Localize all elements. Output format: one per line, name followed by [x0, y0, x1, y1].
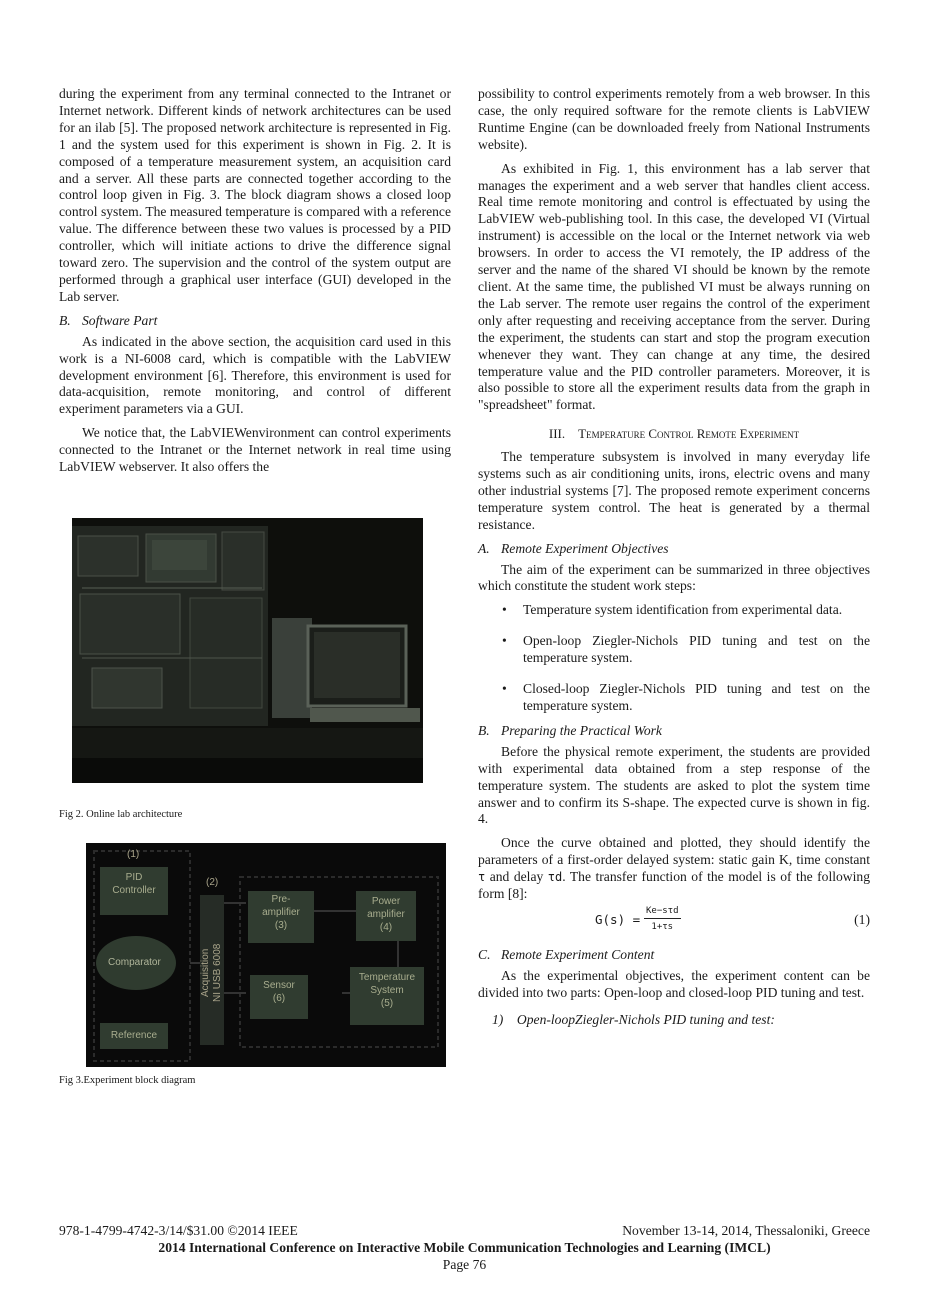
paragraph: possibility to control experiments remotely from a web browser. In this case, the only required software for the remote clients is LabVIEW Runtime Engine (can be downloaded freely from National Instruments website).	[478, 86, 870, 152]
date-place: November 13-14, 2014, Thessaloniki, Greece	[622, 1223, 870, 1238]
equation-1	[478, 905, 870, 941]
equation-denominator: 1+τs	[651, 921, 674, 932]
subsection-heading	[478, 541, 870, 558]
figure-2-caption: Fig 2. Online lab architecture	[59, 809, 183, 820]
paragraph: Before the physical remote experiment, the students are provided with experimental data obtained from a step response of the temperature system. The students are asked to plot the system time answer and to confirm its S-shape. The expected curve is shown in fig. 4.	[478, 743, 870, 827]
section-number: III.	[548, 426, 566, 442]
subsection-title: Software Part	[82, 312, 158, 328]
pid-controller-block: PID Controller	[100, 867, 168, 915]
left-column	[59, 86, 451, 483]
bullet-text: Temperature system identification from experimental data.	[523, 602, 843, 618]
bullet-text: Closed-loop Ziegler-Nichols PID tuning and test on the temperature system.	[523, 681, 870, 713]
subsection-title: Remote Experiment Content	[501, 946, 655, 962]
subsection-label: C.	[478, 946, 491, 962]
isbn: 978-1-4799-4742-3/14/$31.00 ©2014 IEEE	[59, 1223, 298, 1238]
paragraph: As the experimental objectives, the experiment content can be divided into two parts: Open-loop and closed-loop PID tuning and test.	[478, 967, 870, 1000]
subsection-title: Remote Experiment Objectives	[501, 540, 669, 556]
bullet-glyph: •	[502, 633, 507, 649]
sensor-block: Sensor (6)	[250, 975, 308, 1019]
text-run: and delay	[485, 869, 548, 885]
tau-d-symbol: τd	[547, 870, 563, 885]
paragraph: The aim of the experiment can be summarized in three objectives which constitute the student work steps:	[478, 561, 870, 594]
subsection-label: A.	[478, 540, 490, 556]
conference-name: 2014 International Conference on Interactive Mobile Communication Technologies and Learning (IMCL)	[158, 1240, 771, 1255]
subsection-title: Preparing the Practical Work	[501, 722, 662, 738]
power-amplifier-block: Power amplifier (4)	[356, 891, 416, 941]
equation-number: (1)	[854, 911, 870, 927]
section-heading	[478, 426, 870, 443]
acquisition-label: Acquisition NI USB 6008	[200, 943, 223, 1003]
subsection-heading	[478, 723, 870, 740]
figure-3-caption: Fig 3.Experiment block diagram	[59, 1075, 196, 1086]
text-run: . The transfer function of the model is of the following form [8]:	[478, 869, 870, 902]
label-2: (2)	[206, 877, 219, 888]
paragraph: during the experiment from any terminal connected to the Intranet or Internet network. Different kinds of network architectures can be used for an ilab [5]. The proposed network architecture is represented in Fig. 1 and the system used for this experiment is shown in Fig. 2. It is composed of a temperature measurement system, an acquisition card and a server. All these parts are connected together according to the control loop given in Fig. 3. The block diagram shows a closed loop control system. The measured temperature is compared with a reference value. The difference between these two values is processed by a PID controller, which will initiate actions to drive the difference signal toward zero. The supervision and the control of the system output are performed through a graphical user interface (GUI) developed in the Lab server.	[59, 86, 451, 304]
section-title: Temperature Control Remote Experiment	[578, 426, 800, 442]
temperature-system-block: Temperature System (5)	[350, 967, 424, 1025]
bullet-glyph: •	[502, 681, 507, 697]
tau-symbol: τ	[478, 870, 486, 885]
paragraph	[478, 835, 870, 903]
numbered-item-heading: 1) Open-loopZiegler-Nichols PID tuning and test:	[492, 1011, 775, 1027]
subsection-label: B.	[59, 312, 71, 328]
footer-row	[59, 1222, 870, 1239]
subsection-heading	[478, 947, 870, 964]
lab-photo	[72, 518, 423, 783]
paragraph: As exhibited in Fig. 1, this environment has a lab server that manages the experiment and a web server that handles client access. Real time remote monitoring and control is effectuated by using the LabVIEW web-publishing tool. In this case, the developed VI (Virtual instrument) is accessible on the local or the Internet network via web browsers. In order to access the VI remotely, the IP address of the server and the name of the shared VI should be known by the remote client. At the same time, the published VI must be always running on the Lab server. The remote user regains the control of the experiment only after requesting and receiving acceptance from the server. During the experiment, the students can start and stop the program execution whenever they want. They can change at any time, the desired temperature value and the PID controller parameters. Moreover, it is also possible to store all the experiment results data from the graph in "spreadsheet" format.	[478, 160, 870, 413]
page-footer	[59, 1222, 870, 1273]
figure-3-block-diagram	[86, 843, 446, 1067]
comparator-block: Comparator	[108, 957, 161, 968]
bullet-item	[478, 633, 870, 667]
page-number: Page 76	[442, 1257, 487, 1272]
text-run: Once the curve obtained and plotted, they should identify the parameters of a first-order delayed system: static gain K, time constant	[478, 835, 870, 868]
preamplifier-block: Pre- amplifier (3)	[248, 891, 314, 943]
paragraph: As indicated in the above section, the acquisition card used in this work is a NI-6008 card, which is compatible with the LabVIEW development environment [6]. Therefore, this environment is used for data-acquisition, remote monitoring, and control of different experiment parameters via a GUI.	[59, 333, 451, 417]
paragraph: We notice that, the LabVIEWenvironment can control experiments connected to the Intranet or the Internet network in real time using LabVIEW webserver. It also offers the	[59, 425, 451, 475]
label-1: (1)	[127, 849, 140, 860]
reference-block: Reference	[100, 1023, 168, 1049]
equation-fraction	[644, 905, 681, 933]
equation-numerator: Ke−sτd	[644, 905, 681, 919]
bullet-item	[478, 681, 870, 715]
right-column	[478, 86, 870, 1029]
subsection-heading	[59, 313, 451, 330]
equation-lhs: G(s) =	[595, 911, 641, 927]
subsection-label: B.	[478, 722, 490, 738]
bullet-glyph: •	[502, 602, 507, 618]
paragraph: The temperature subsystem is involved in many everyday life systems such as air conditioning units, irons, electric ovens and many other industrial systems [7]. The proposed remote experiment concerns temperature system control. The heat is generated by a thermal resistance.	[478, 449, 870, 532]
figure-2-photo	[72, 518, 423, 783]
bullet-text: Open-loop Ziegler-Nichols PID tuning and test on the temperature system.	[523, 633, 870, 666]
bullet-item	[478, 602, 870, 619]
